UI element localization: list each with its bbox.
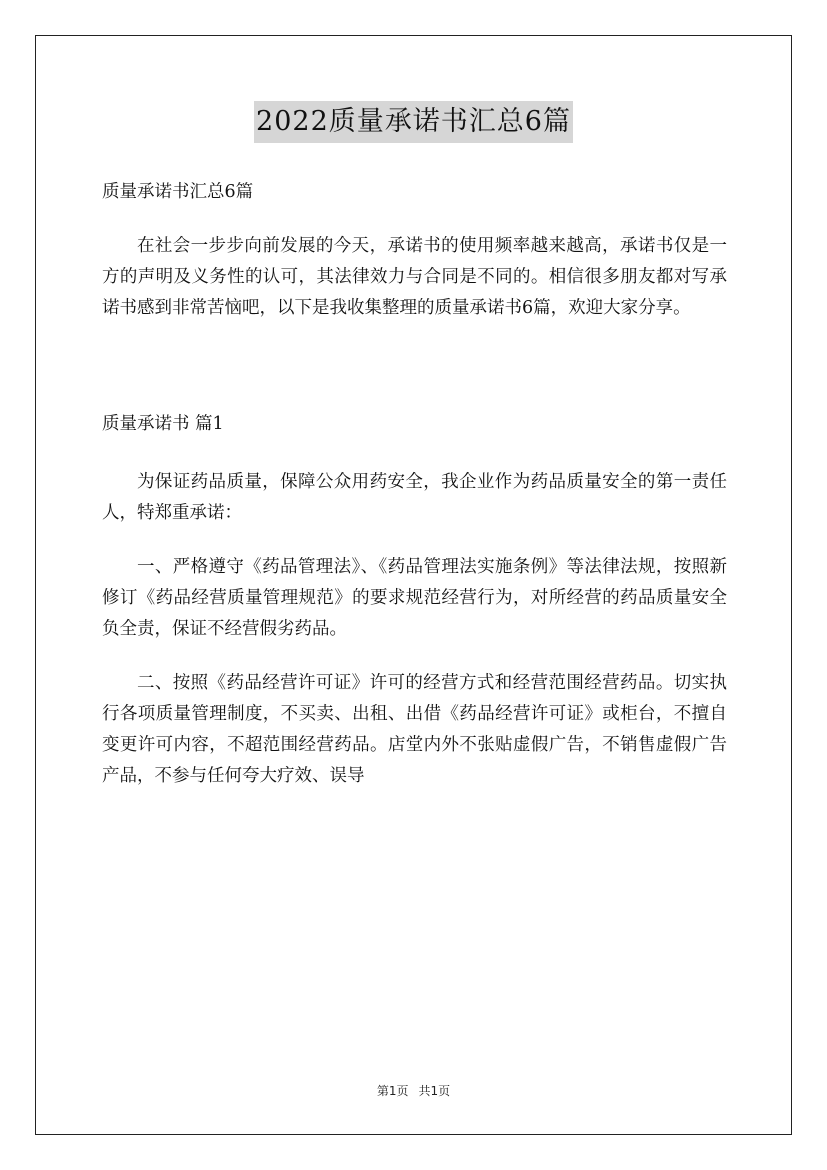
page-footer <box>0 1083 827 1099</box>
section-heading: 质量承诺书 篇1 <box>102 414 224 434</box>
body-paragraph-3: 二、按照《药品经营许可证》许可的经营方式和经营范围经营药品。切实执行各项质量管理制度，不买卖、出租、出借《药品经营许可证》或柜台，不擅自变更许可内容，不超范围经营药品。店堂内外不张贴虚假广告，不销售虚假广告产品，不参与任何夸大疗效、误导 <box>102 673 727 786</box>
page-total: 共1页 <box>418 1084 451 1098</box>
document-subtitle: 质量承诺书汇总6篇 <box>102 182 254 202</box>
body-paragraph-1: 为保证药品质量，保障公众用药安全，我企业作为药品质量安全的第一责任人，特郑重承诺： <box>102 472 727 523</box>
intro-paragraph: 在社会一步步向前发展的今天，承诺书的使用频率越来越高，承诺书仅是一方的声明及义务性的认可，其法律效力与合同是不同的。相信很多朋友都对写承诺书感到非常苦恼吧，以下是我收集整理的质量承诺书6篇，欢迎大家分享。 <box>102 236 727 318</box>
body-paragraph-2: 一、严格遵守《药品管理法》、《药品管理法实施条例》等法律法规，按照新修订《药品经营质量管理规范》的要求规范经营行为，对所经营的药品质量安全负全责，保证不经营假劣药品。 <box>102 557 727 639</box>
document-title-text: 2022质量承诺书汇总6篇 <box>254 101 573 143</box>
document-title <box>0 100 827 143</box>
document-body <box>102 177 727 792</box>
page-number: 第1页 <box>376 1084 409 1098</box>
